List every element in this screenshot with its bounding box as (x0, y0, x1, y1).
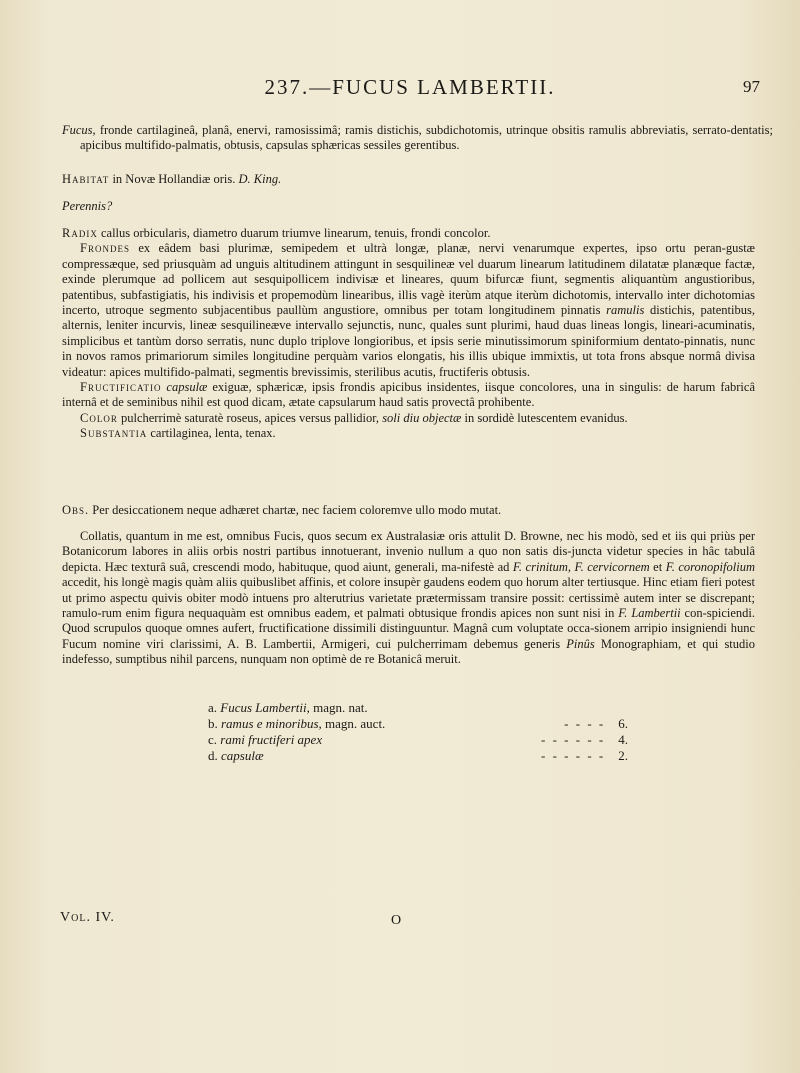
page-header (60, 75, 760, 105)
figure-caption: d. capsulæ - - - - - - 2. (208, 748, 628, 763)
radix-paragraph: Radix callus orbicularis, diametro duarum triumve linearum, tenuis, frondi concolor. (62, 226, 491, 240)
figure-caption: a. Fucus Lambertii, magn. nat. (208, 700, 368, 715)
description-body (62, 226, 755, 442)
page-number: 97 (743, 77, 760, 96)
frondes-paragraph: Frondes ex eâdem basi plurimæ, semipedem et ultrà longæ, planæ, nervi venarumque expertes, ipso ortu peran-gustæ compressæque, sed priusquàm ad unguis altitudinem attingunt in sesquilineæ vel duarum linearum latitudinem dilatatæ planæque factæ, exinde plerumque ad pollicem aut sesquipollicem indivisæ et lineares, quum bifurcæ fiunt, segmentis aliquantùm angustioribus, patentibus, subfastigiatis, his indivisis et propemodùm linearibus, illis vagè iterùm atque iterùm dichotomis, intervallo inter dichotomias incerto, utroque segmento subjacentibus paullùm angustiore, omnibus per totam longitudinem pinnatis ramulis distichis, patentibus, alternis, leniter incurvis, lineæ sesquilineæve intervallo sejunctis, nunc, quales sunt plurimi, haud duas lineas longis, lineari-acuminatis, simplicibus et tantùm dorso serratis, nunc duplo triplove longioribus, et ipsis serie minutissimorum spiniformium dentato-pinnatis, nunc in novos ramos primariorum similes longitudine perquàm varios elongatis, his illis ubique immixtis, ut tota frons absque normâ divisa videatur: apices multifido-palmati, segmentis brevissimis, sterilibus acutis, fructiferis obtusis. (62, 241, 755, 379)
perennis-note: Perennis? (62, 199, 113, 213)
volume-label: Vol. IV. (60, 910, 115, 925)
page-title: 237.—FUCUS LAMBERTII. (264, 75, 556, 99)
signature-mark: O (391, 913, 402, 928)
figure-caption: c. rami fructiferi apex - - - - - - 4. (208, 732, 628, 747)
figure-caption: b. ramus e minoribus, magn. auct. - - - - 6. (208, 716, 628, 731)
substantia-paragraph: Substantia cartilaginea, lenta, tenax. (80, 426, 276, 441)
obs-paragraph: Obs. Per desiccationem neque adhæret chartæ, nec faciem coloremve ullo modo mutat. (62, 503, 502, 517)
species-description: Fucus, fronde cartilagineâ, planâ, enervi, ramosissimâ; ramis distichis, subdichotomis, utrinque obsitis ramulis abbreviatis, serrato-dentatis; apicibus multifido-palmatis, obtusis, capsulas sphæricas sessiles gerentibus. (62, 123, 773, 153)
figure-captions (208, 700, 628, 764)
fructificatio-paragraph: Fructificatio capsulæ exiguæ, sphæricæ, ipsis frondis apicibus insidentes, iisque concolores, una in singulis: de harum fabricâ internâ et de seminibus nihil est quod dicam, ætate capsularum haud satis provectâ prohibente. (62, 380, 756, 410)
genus-name: Fucus, (62, 123, 96, 137)
habitat-paragraph: Habitat in Novæ Hollandiæ oris. D. King. (62, 172, 282, 186)
color-paragraph: Color pulcherrimè saturatè roseus, apices versus pallidior, soli diu objectæ in sordidè lutescentem evanidus. (80, 410, 628, 425)
collatis-paragraph: Collatis, quantum in me est, omnibus Fucis, quos secum ex Australasiæ oris attulit D. Browne, nec his modò, sed et iis qui priùs per Botanicorum labores in aliis orbis nostri partibus innotuerant, invenio nullum a quo non satis dis-juncta videtur species in hâc tabulâ depicta. Hæc texturâ suâ, crescendi modo, habituque, quod aiunt, generali, ma-nifestè ad F. crinitum, F. cervicornem et F. coronopifolium accedit, his longè magis quàm aliis quibuslibet affinis, et colore insupèr gaudens eodem quo horum alter tertiusque. Hinc etiam fieri potest ut primo aspectu quivis obiter modò intuens pro alterutrius varietate prætermissam transire possit: certissimè autem inter se discrepant; ramulo-rum enim figura nequaquàm est omnibus eadem, et palmati obtusique frondis apices non sunt nisi in F. Lambertii con-spiciendi. Quod scrupulos quoque omnes aufert, fructificatione dissimili distinguuntur. Magnâ cum voluptate occa-sionem arripio insigniendi hunc Fucum nomine viri clarissimi, A. B. Lambertii, Armigeri, cui pulcherrimam debemus generis Pinûs Monographiam, et qui studio indefesso, sumptibus nihil parcens, nunquam non optimè de re Botanicâ meruit. (62, 529, 756, 667)
